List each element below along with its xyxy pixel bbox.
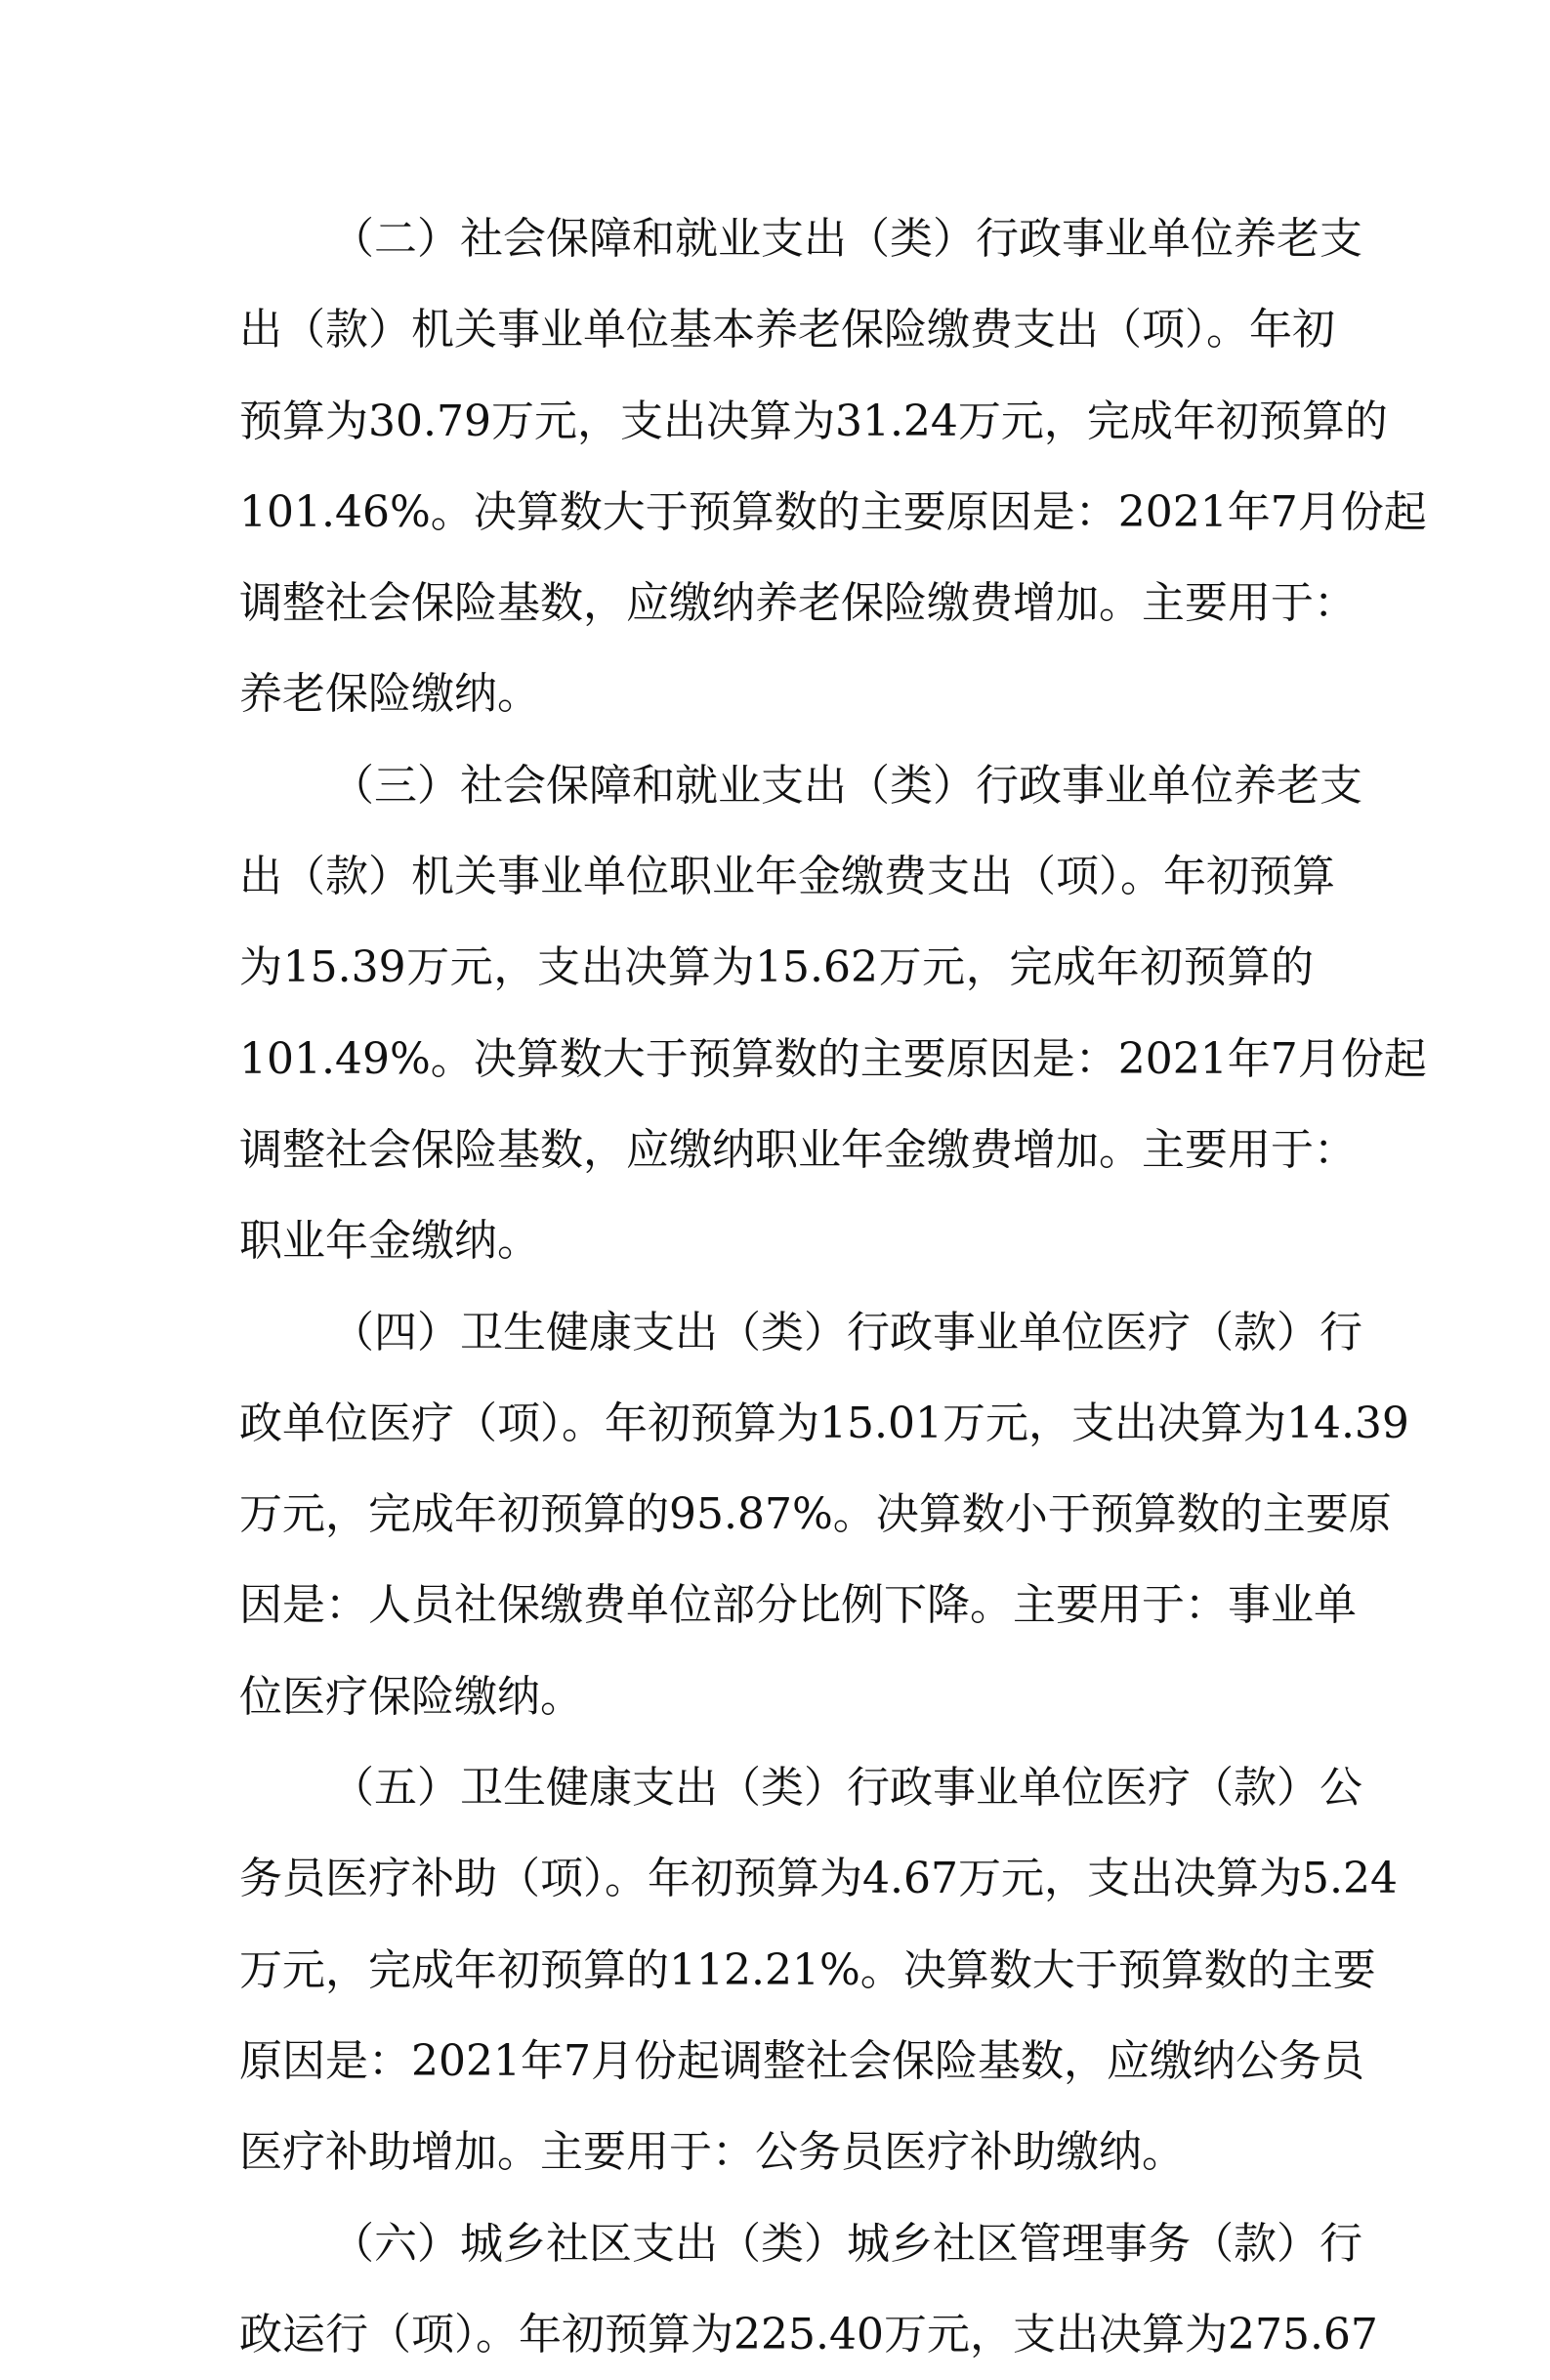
text-line: 调整社会保险基数，应缴纳养老保险缴费增加。主要用于： [239, 578, 1357, 629]
text-line: 101.49%。决算数大于预算数的主要原因是：2021年7月份起 [239, 1033, 1427, 1084]
text-line: 位医疗保险缴纳。 [239, 1671, 583, 1722]
text-line: 原因是：2021年7月份起调整社会保险基数，应缴纳公务员 [239, 2035, 1364, 2086]
paragraph-occupational-annuity [239, 740, 1427, 1287]
text-line: 医疗补助增加。主要用于：公务员医疗补助缴纳。 [239, 2127, 1185, 2178]
text-line: 因是：人员社保缴费单位部分比例下降。主要用于：事业单 [239, 1580, 1357, 1631]
text-line: 调整社会保险基数，应缴纳职业年金缴费增加。主要用于： [239, 1124, 1357, 1175]
paragraph-urban-rural-community [239, 2198, 1378, 2380]
text-line: 养老保险缴纳。 [239, 669, 540, 720]
text-line: （六）城乡社区支出（类）城乡社区管理事务（款）行 [331, 2218, 1362, 2269]
text-line: 职业年金缴纳。 [239, 1216, 540, 1267]
text-line: 万元，完成年初预算的112.21%。决算数大于预算数的主要 [239, 1944, 1376, 1995]
text-line: 出（款）机关事业单位职业年金缴费支出（项）。年初预算 [239, 852, 1335, 902]
text-line: 政单位医疗（项）。年初预算为15.01万元，支出决算为14.39 [239, 1398, 1409, 1448]
text-line: 务员医疗补助（项）。年初预算为4.67万元，支出决算为5.24 [239, 1854, 1398, 1904]
document-body [239, 193, 1427, 2380]
text-line: 为15.39万元，支出决算为15.62万元，完成年初预算的 [239, 942, 1314, 993]
text-line: 预算为30.79万元，支出决算为31.24万元，完成年初预算的 [239, 396, 1388, 446]
text-line: （五）卫生健康支出（类）行政事业单位医疗（款）公 [331, 1763, 1362, 1814]
text-line: （二）社会保障和就业支出（类）行政事业单位养老支 [331, 214, 1362, 264]
paragraph-social-security-pension [239, 193, 1427, 740]
text-line: 政运行（项）。年初预算为225.40万元，支出决算为275.67 [239, 2309, 1378, 2359]
text-line: 101.46%。决算数大于预算数的主要原因是：2021年7月份起 [239, 486, 1427, 537]
paragraph-administrative-medical [239, 1287, 1409, 1742]
text-line: （四）卫生健康支出（类）行政事业单位医疗（款）行 [331, 1307, 1362, 1357]
paragraph-civil-servant-medical-subsidy [239, 1742, 1398, 2197]
text-line: （三）社会保障和就业支出（类）行政事业单位养老支 [331, 760, 1362, 811]
text-line: 万元，完成年初预算的95.87%。决算数小于预算数的主要原 [239, 1489, 1392, 1540]
text-line: 出（款）机关事业单位基本养老保险缴费支出（项）。年初 [239, 305, 1335, 355]
